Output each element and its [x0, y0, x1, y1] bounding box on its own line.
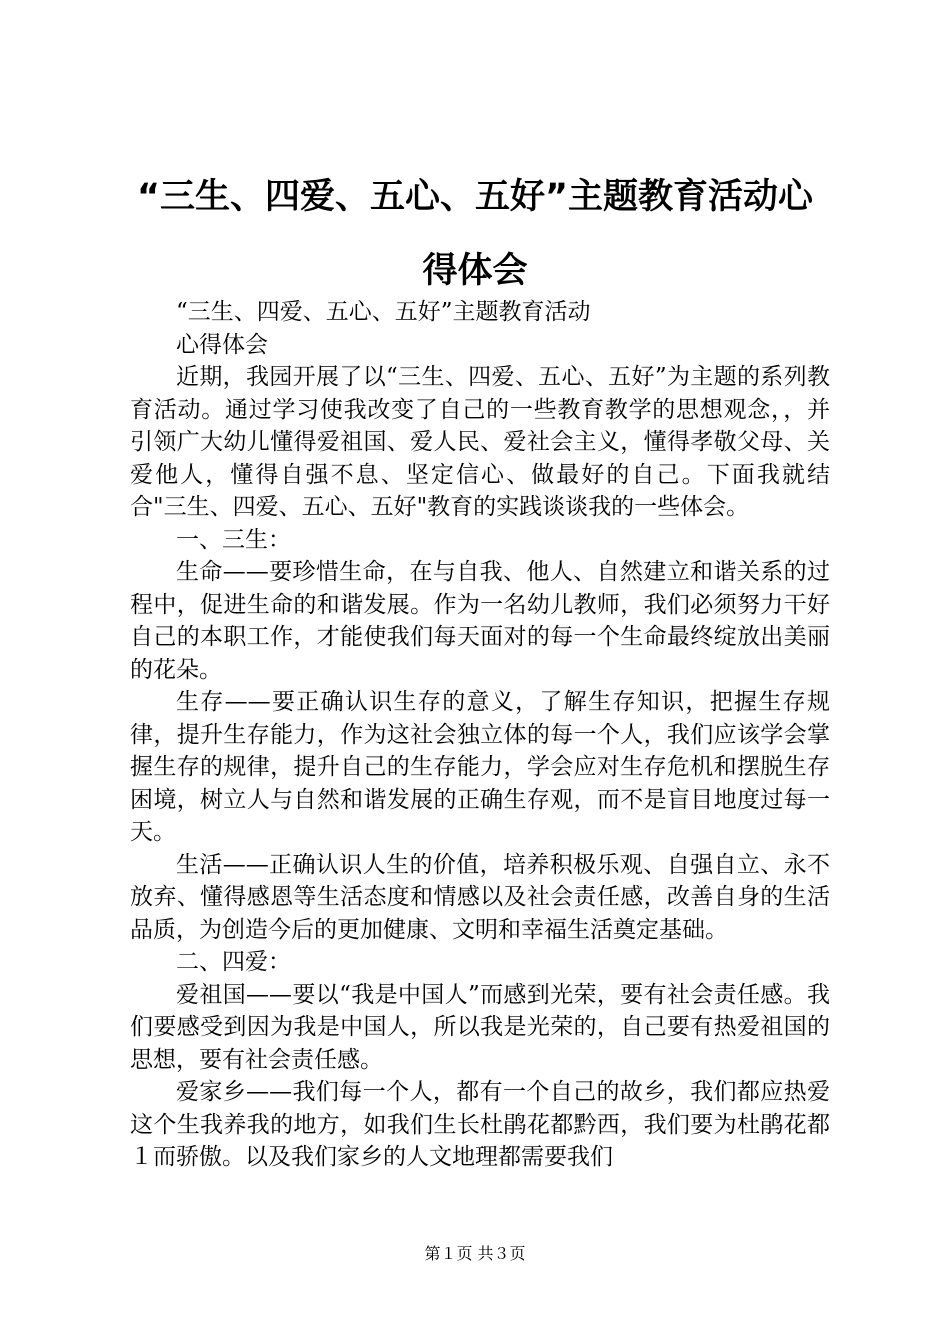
subtitle-line-2: 心得体会 — [176, 331, 268, 358]
document-body — [130, 296, 830, 1174]
document-title: “三生、四爱、五心、五好”主题教育活动心得体会 — [136, 177, 813, 291]
page-footer: 第１页 共３页 — [424, 1244, 526, 1263]
subtitle-line-1: “三生、四爱、五心、五好”主题教育活动 — [176, 299, 591, 325]
paragraph-shenghuo: 生活——正确认识人生的价值，培养积极乐观、自强自立、永不放弃、懂得感恩等生活态度和情感以及社会责任感，改善自身的生活品质，为创造今后的更加健康、文明和幸福生活奠定基础。 — [130, 851, 830, 943]
section-heading-sansheng: 一、三生： — [176, 526, 291, 553]
paragraph-shengcun: 生存——要正确认识生存的意义，了解生存知识，把握生存规律，提升生存能力，作为这社会独立体的每一个人，我们应该学会掌握生存的规律，提升自己的生存能力，学会应对生存危机和摆脱生存困境，树立人与自然和谐发展的正确生存观，而不是盲目地度过每一天。 — [130, 689, 830, 845]
paragraph-intro: 近期，我园开展了以“三生、四爱、五心、五好”为主题的系列教育活动。通过学习使我改变了自己的一些教育教学的思想观念，，并引领广大幼儿懂得爱祖国、爱人民、爱社会主义，懂得孝敬父母、关爱他人，懂得自强不息、坚定信心、做最好的自己。下面我就结合"三生、四爱、五心、五好"教育的实践谈谈我的一些体会。 — [130, 364, 830, 520]
paragraph-aijiaxiang: 爱家乡——我们每一个人，都有一个自己的故乡，我们都应热爱这个生我养我的地方，如我们生长杜鹃花都黔西，我们要为杜鹃花都１而骄傲。以及我们家乡的人文地理都需要我们 — [130, 1079, 830, 1170]
paragraph-aizuguo: 爱祖国——要以“我是中国人”而感到光荣，要有社会责任感。我们要感受到因为我是中国人，所以我是光荣的，自己要有热爱祖国的思想，要有社会责任感。 — [130, 981, 830, 1073]
paragraph-shengming: 生命——要珍惜生命，在与自我、他人、自然建立和谐关系的过程中，促进生命的和谐发展。作为一名幼儿教师，我们必须努力干好自己的本职工作，才能使我们每天面对的每一个生命最终绽放出美丽的花朵。 — [130, 559, 830, 683]
section-heading-siai: 二、四爱： — [176, 949, 291, 975]
